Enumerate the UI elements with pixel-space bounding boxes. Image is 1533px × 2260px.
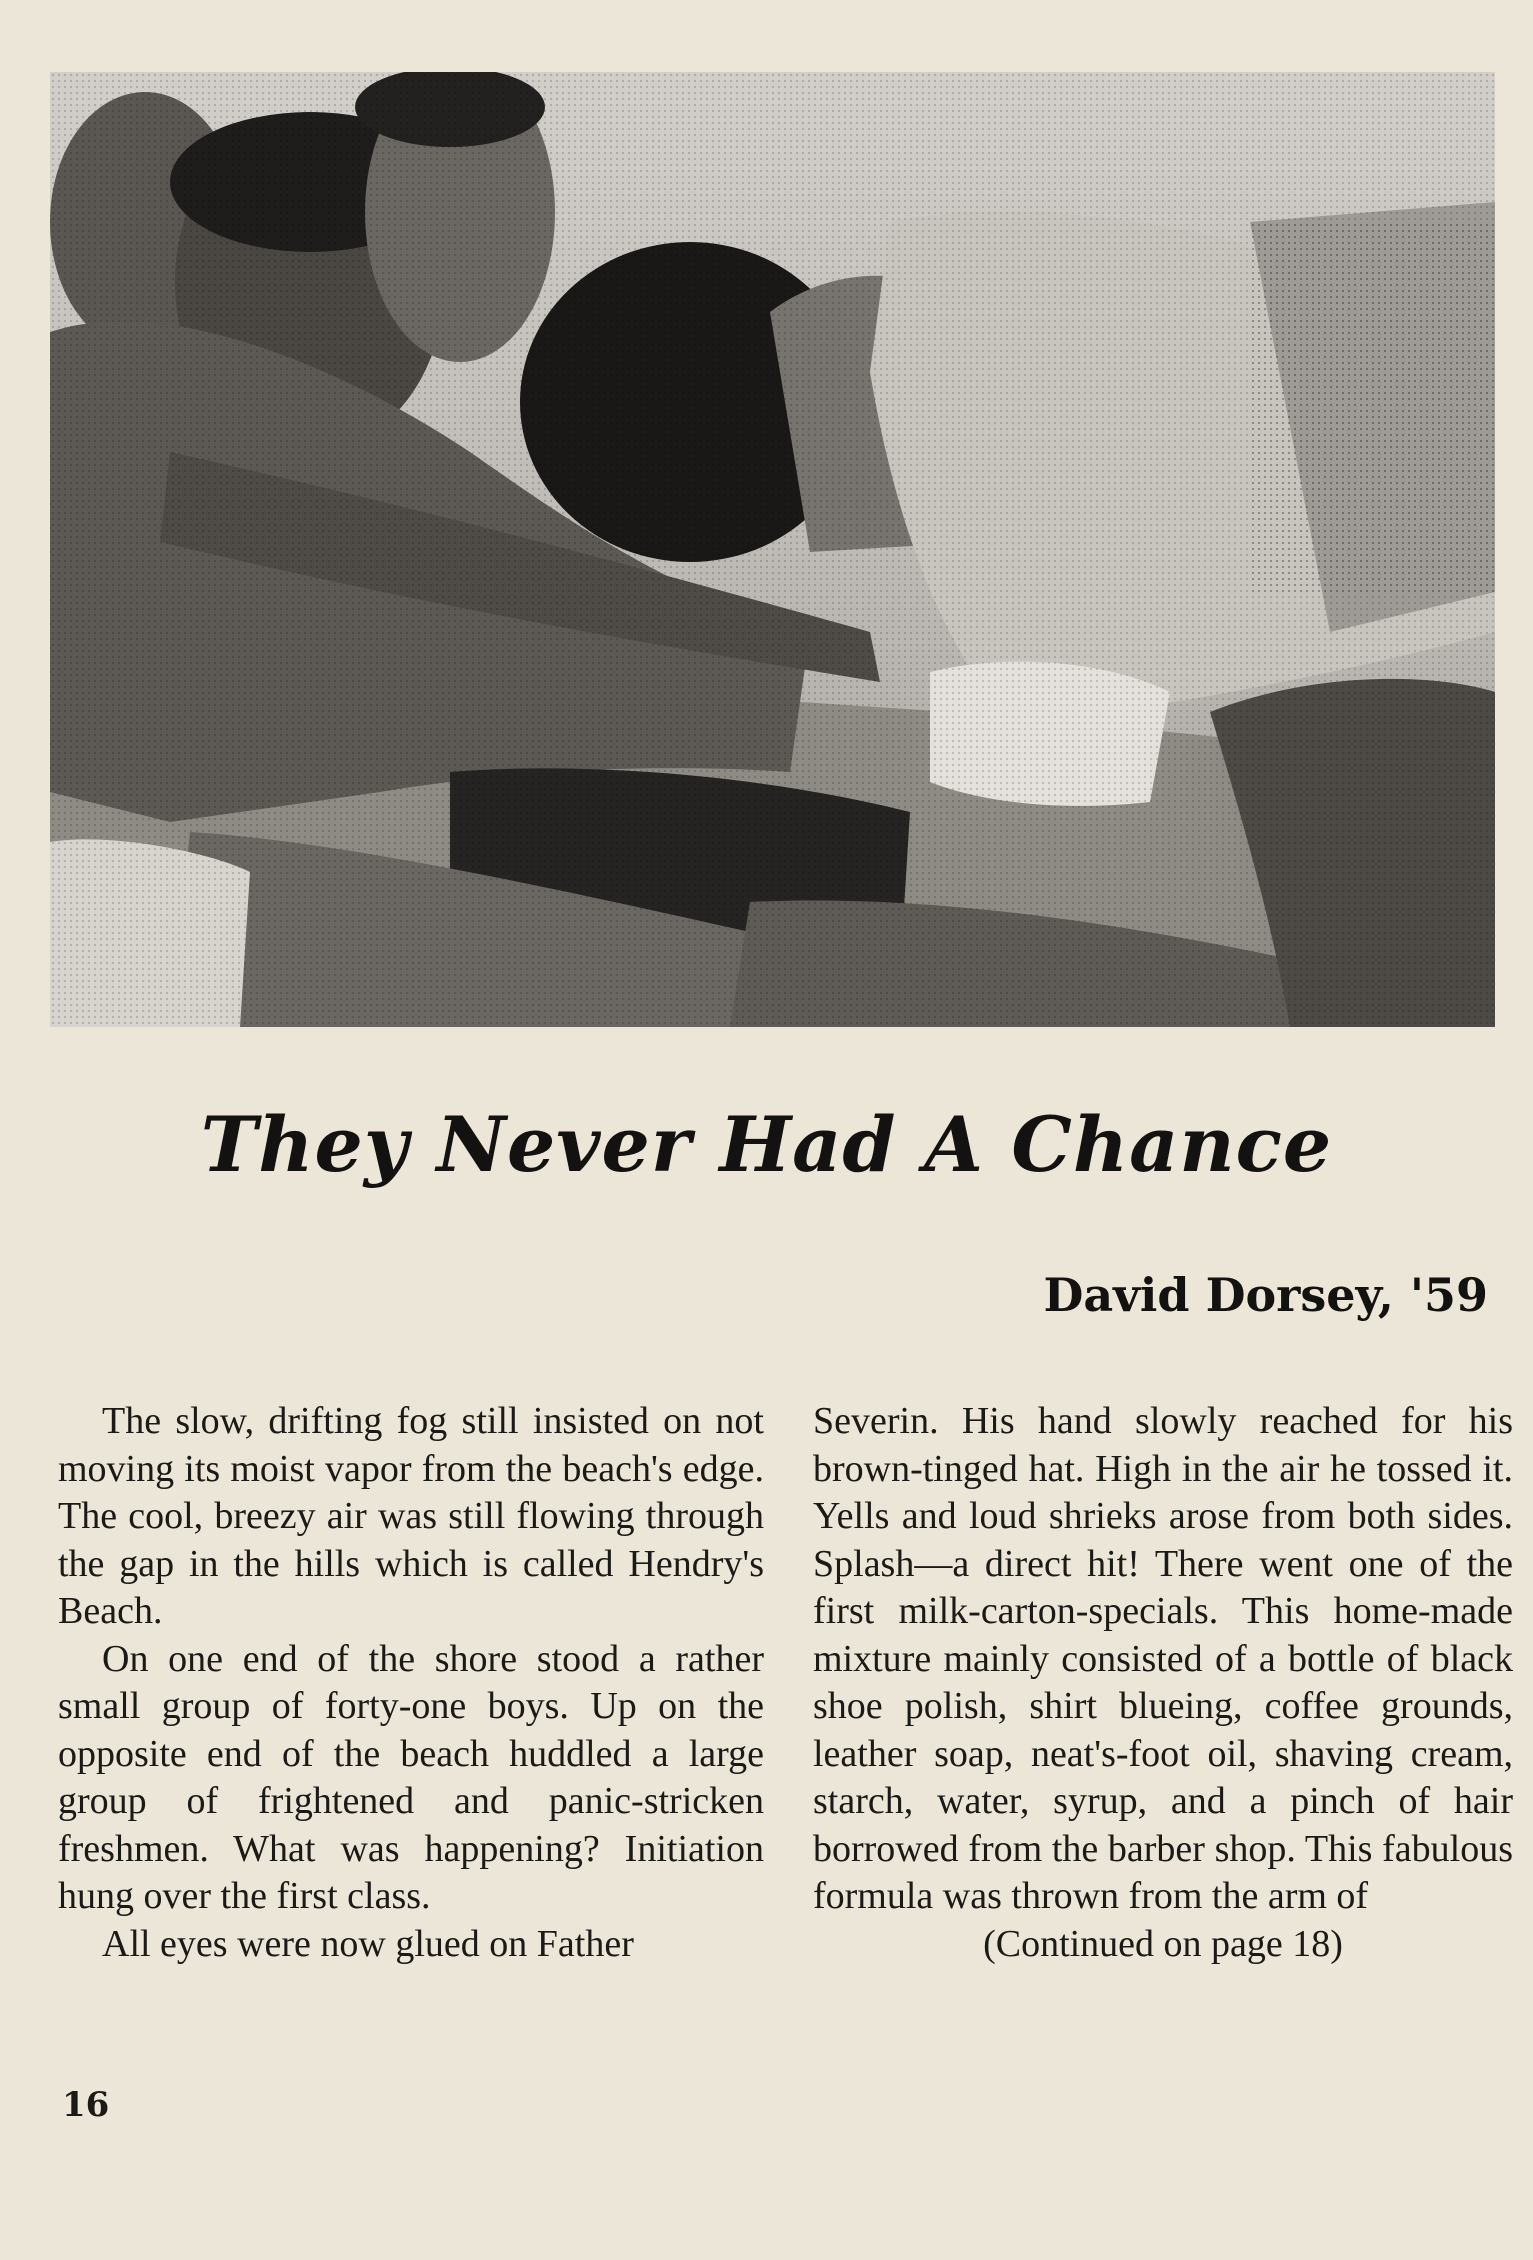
- paragraph: On one end of the shore stood a rather small group of forty-one boys. Up on the opposite end of the beach huddled a large group of frightened and panic-stricken freshmen. What was happening? Initiation hung over the first class.: [58, 1637, 764, 1917]
- paragraph: All eyes were now glued on Father: [102, 1922, 634, 1965]
- paragraph: Severin. His hand slowly reached for his brown-tinged hat. High in the air he tossed it. Yells and loud shrieks arose from both sides. Splash—a direct hit! There went one of the first milk-carton-specials. This home-made mixture mainly consisted of a bottle of black shoe polish, shirt blueing, coffee grounds, leather soap, neat's-foot oil, shaving cream, starch, water, syrup, and a pinch of hair borrowed from the barber shop. This fabulous formula was thrown from the arm of: [813, 1400, 1513, 1917]
- continued-note: (Continued on page 18): [983, 1922, 1343, 1965]
- photo-illustration: [50, 72, 1495, 1027]
- left-column: [58, 1398, 764, 1968]
- article-photo: [50, 72, 1495, 1027]
- page-number: 16: [62, 2085, 110, 2125]
- paragraph: The slow, drifting fog still insisted on not moving its moist vapor from the beach's edge. The cool, breezy air was still flowing through the gap in the hills which is called Hendry's Beach.: [58, 1400, 764, 1632]
- right-column: [813, 1398, 1513, 1968]
- article-byline: David Dorsey, '59: [1043, 1268, 1488, 1322]
- article-title: They Never Had A Chance: [200, 1100, 1333, 1189]
